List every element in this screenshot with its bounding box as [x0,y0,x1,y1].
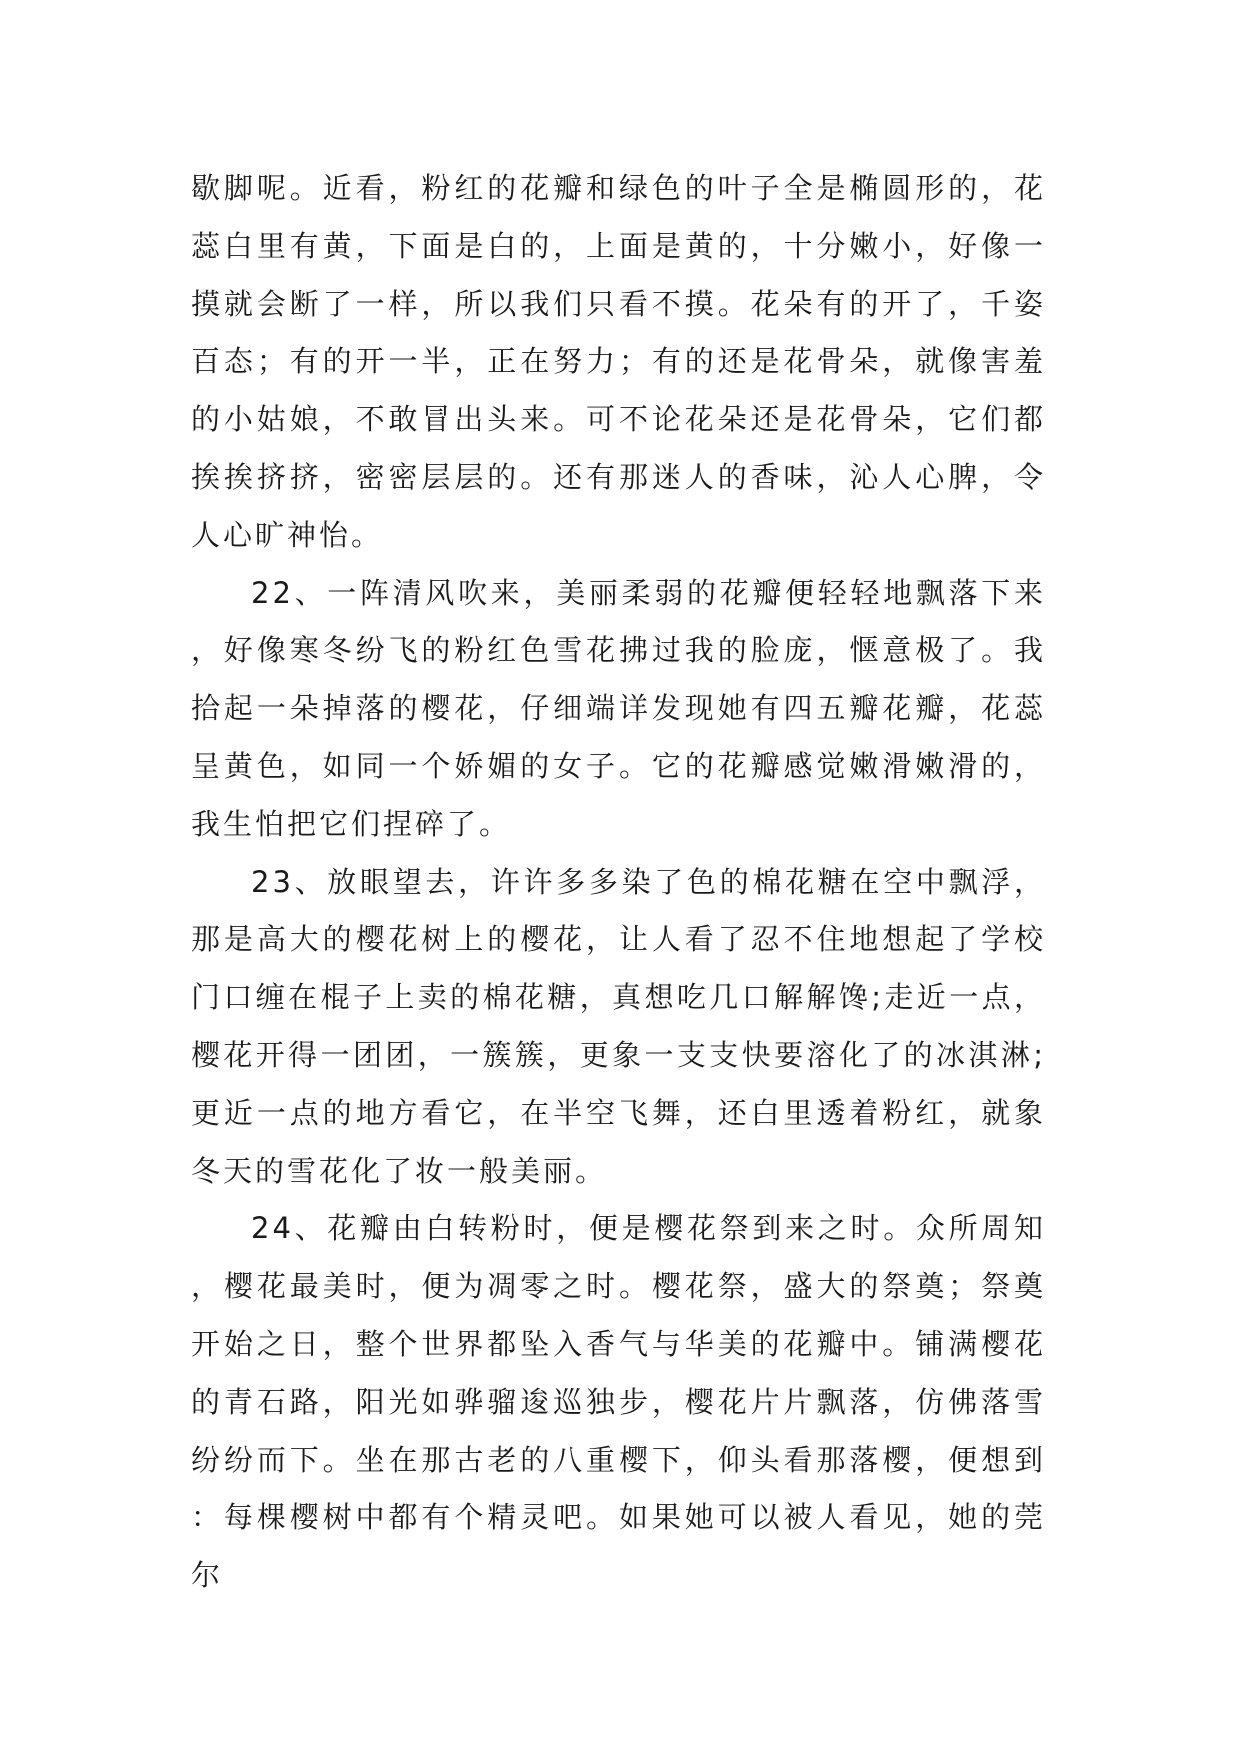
document-body [191,160,1046,1605]
paragraph-24: 24、花瓣由白转粉时，便是樱花祭到来之时。众所周知，樱花最美时，便为凋零之时。樱花祭，盛大的祭奠；祭奠开始之日，整个世界都坠入香气与华美的花瓣中。铺满樱花的青石路，阳光如骅骝逡巡独步，樱花片片飘落，仿佛落雪纷纷而下。坐在那古老的八重樱下，仰头看那落樱，便想到：每棵樱树中都有个精灵吧。如果她可以被人看见，她的莞尔 [191,1211,1046,1593]
paragraph-22: 22、一阵清风吹来，美丽柔弱的花瓣便轻轻地飘落下来，好像寒冬纷飞的粉红色雪花拂过我的脸庞，惬意极了。我拾起一朵掉落的樱花，仔细端详发现她有四五瓣花瓣，花蕊呈黄色，如同一个娇媚的女子。它的花瓣感觉嫩滑嫩滑的，我生怕把它们捏碎了。 [191,575,1046,841]
paragraph-continued: 歇脚呢。近看，粉红的花瓣和绿色的叶子全是椭圆形的，花蕊白里有黄，下面是白的，上面是黄的，十分嫩小，好像一摸就会断了一样，所以我们只看不摸。花朵有的开了，千姿百态；有的开一半，正在努力；有的还是花骨朵，就像害羞的小姑娘，不敢冒出头来。可不论花朵还是花骨朵，它们都挨挨挤挤，密密层层的。还有那迷人的香味，沁人心脾，令人心旷神怡。 [191,171,1046,552]
paragraph-23: 23、放眼望去，许许多多染了色的棉花糖在空中飘浮，那是高大的樱花树上的樱花，让人看了忍不住地想起了学校门口缠在棍子上卖的棉花糖，真想吃几口解解馋;走近一点，樱花开得一团团，一簇簇，更象一支支快要溶化了的冰淇淋;更近一点的地方看它，在半空飞舞，还白里透着粉红，就象冬天的雪花化了妆一般美丽。 [191,864,1046,1188]
